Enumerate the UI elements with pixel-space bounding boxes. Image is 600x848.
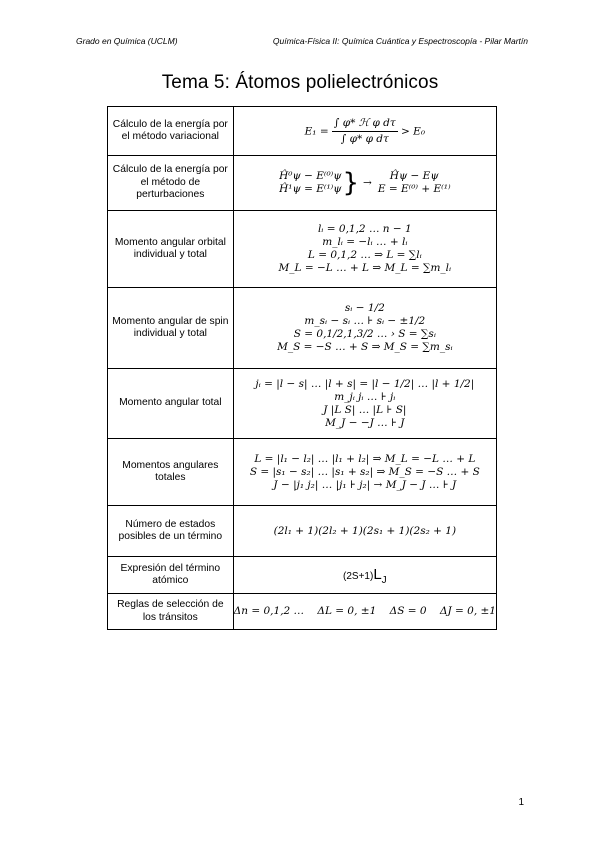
header-course: Grado en Química (UCLM) [76, 36, 178, 46]
formula-lhs: E₁ = [304, 125, 329, 137]
formula-line: S = 0,1/2,1,3/2 … › S = ∑sᵢ [293, 328, 436, 340]
formula-line: Ĥ¹ψ = E⁽¹⁾ψ [279, 183, 342, 195]
row-label: Momento angular de spin individual y total [108, 288, 234, 369]
formula-line: sᵢ − 1/2 [344, 302, 385, 314]
formula-line: (2l₁ + 1)(2l₂ + 1)(2s₁ + 1)(2s₂ + 1) [273, 524, 457, 537]
formula-line: jᵢ = |l − s| … |l + s| = |l − 1/2| … |l + 1/2| [255, 377, 475, 390]
table-row [108, 594, 497, 630]
formula-cell [233, 506, 496, 557]
table-row [108, 369, 497, 439]
formula-cell [233, 211, 496, 288]
formula-cell [233, 439, 496, 506]
formula-cell [233, 288, 496, 369]
formula-line: Ĥ⁰ψ − E⁽⁰⁾ψ [279, 170, 342, 182]
page-number: 1 [518, 797, 524, 808]
formula-numerator: ∫ φ* ℋ φ dτ [332, 117, 398, 132]
term-prefix: (2S+1) [343, 570, 374, 582]
table-row [108, 506, 497, 557]
formula-line: J − |j₁ j₂| … |j₁ ⊦ j₂| → M_J − J … ⊦ J [273, 478, 457, 491]
formula-line: Δn = 0,1,2 … ΔL = 0, ±1 ΔS = 0 ΔJ = 0, ±1 [233, 605, 496, 617]
row-label: Cálculo de la energía por el método de perturbaciones [108, 156, 234, 211]
term-symbol [233, 557, 496, 594]
table-row [108, 288, 497, 369]
row-label: Número de estados posibles de un término [108, 506, 234, 557]
right-brace-icon: } [342, 168, 360, 198]
formula-line: L = 0,1,2 … ⇒ L = ∑lᵢ [307, 249, 422, 261]
formula-denominator: ∫ φ* φ dτ [340, 132, 389, 145]
formula-rhs: > E₀ [401, 125, 426, 137]
term-subscript: J [381, 574, 387, 586]
formula-line: J |L S| … |L ⊦ S| [323, 403, 407, 416]
table-row [108, 439, 497, 506]
page-title: Tema 5: Átomos polielectrónicos [161, 72, 439, 93]
formula-line: S = |s₁ − s₂| … |s₁ + s₂| ⇒ M_S = −S … + S [249, 465, 480, 478]
table-row [108, 211, 497, 288]
formula-line: L = |l₁ − l₂| … |l₁ + l₂| ⇒ M_L = −L … + L [254, 452, 476, 465]
row-label: Expresión del término atómico [108, 557, 234, 594]
table-row [108, 557, 497, 594]
summary-table [107, 106, 497, 630]
formula-line: m_lᵢ = −lᵢ … + lᵢ [322, 236, 408, 248]
perturbation-formula [233, 156, 496, 211]
formula-line: M_S = −S … + S ⇒ M_S = ∑m_sᵢ [277, 341, 453, 353]
variational-formula [233, 107, 496, 156]
row-label: Reglas de selección de los tránsitos [108, 594, 234, 630]
term-letter: L [373, 565, 382, 583]
formula-line: E = E⁽⁰⁾ + E⁽¹⁾ [377, 183, 451, 195]
header-subject: Química-Física II: Química Cuántica y Espectroscopía - Pilar Martín [272, 36, 528, 46]
table-row [108, 156, 497, 211]
table-row [108, 107, 497, 156]
formula-cell [233, 594, 496, 630]
formula-cell [233, 369, 496, 439]
row-label: Momentos angulares totales [108, 439, 234, 506]
formula-line: m_jᵢ jᵢ … ⊦ jᵢ [334, 390, 396, 403]
formula-line: M_J − −J … ⊦ J [325, 416, 405, 429]
row-label: Momento angular orbital individual y total [108, 211, 234, 288]
formula-line: M_L = −L … + L ⇒ M_L = ∑m_lᵢ [278, 262, 452, 274]
arrow-icon: → [363, 176, 372, 189]
row-label: Momento angular total [108, 369, 234, 439]
row-label: Cálculo de la energía por el método variacional [108, 107, 234, 156]
formula-line: lᵢ = 0,1,2 … n − 1 [317, 223, 412, 235]
formula-fraction [332, 117, 398, 146]
formula-line: m_sᵢ − sᵢ … ⊦ sᵢ − ±1/2 [304, 315, 426, 327]
formula-line: Ĥψ − Eψ [389, 170, 439, 182]
